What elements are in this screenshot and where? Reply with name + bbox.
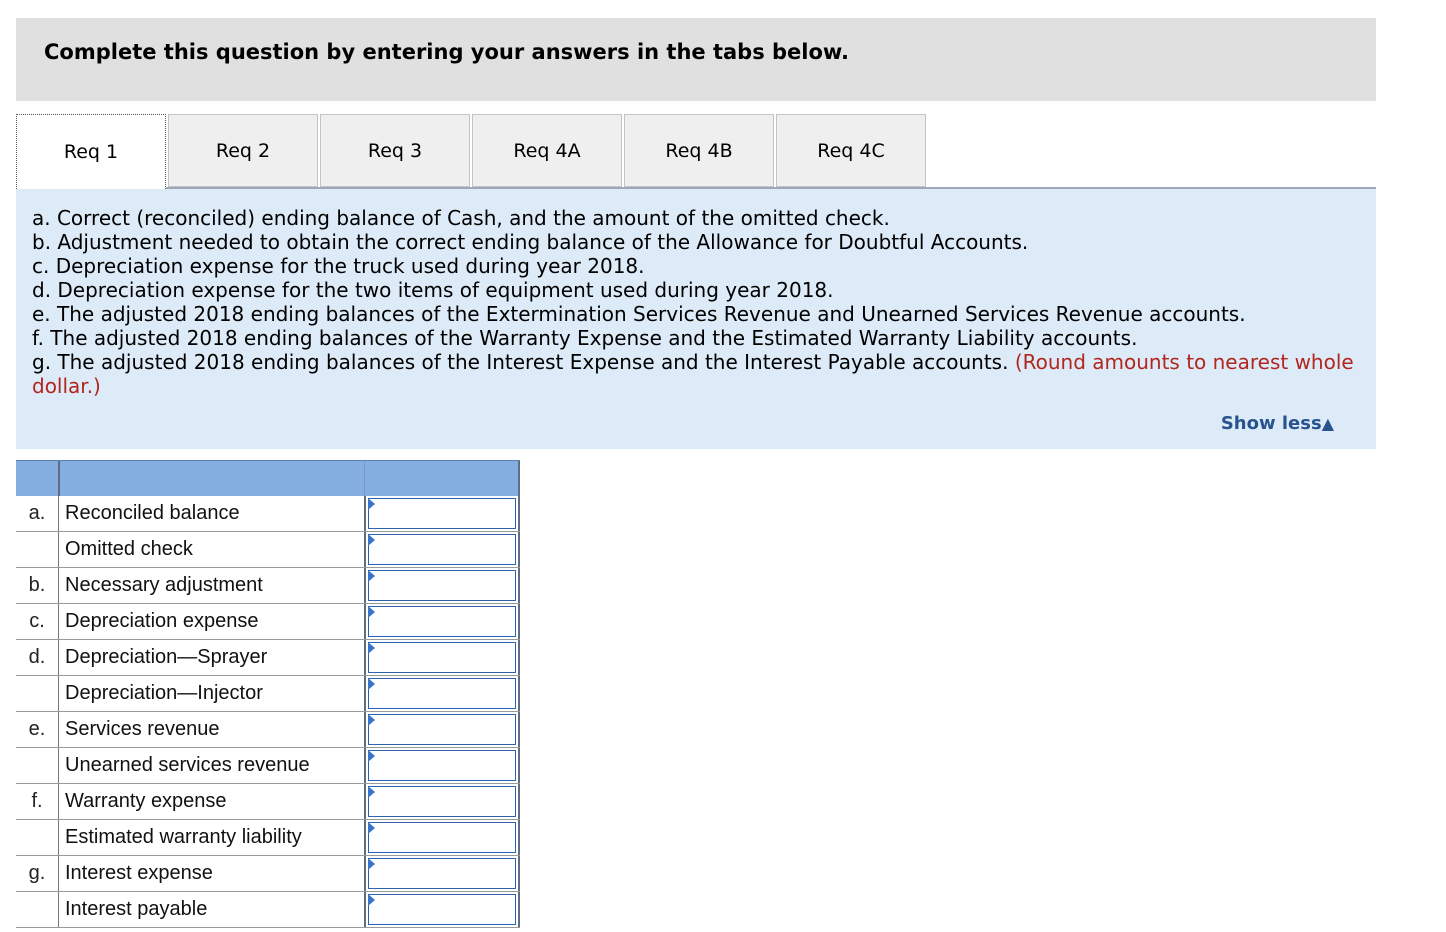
answer-cell [364,676,520,711]
answer-input[interactable] [368,534,516,565]
triangle-up-icon: ▲ [1321,414,1334,433]
row-letter [16,748,58,783]
answer-cell [364,712,520,747]
answer-input[interactable] [368,714,516,745]
table-row [16,892,520,928]
tab-bar [16,114,1376,189]
answer-cell [364,892,520,927]
table-row [16,496,520,532]
row-label: Unearned services revenue [58,748,364,783]
instruction-e: e. The adjusted 2018 ending balances of the Extermination Services Revenue and Unearned Services Revenue accounts. [32,302,1246,326]
instruction-f: f. The adjusted 2018 ending balances of the Warranty Expense and the Estimated Warranty Liability accounts. [32,326,1138,350]
answer-input[interactable] [368,894,516,925]
row-letter: f. [31,790,43,812]
answer-input[interactable] [368,858,516,889]
instruction-d: d. Depreciation expense for the two items of equipment used during year 2018. [32,278,834,302]
header-title: Complete this question by entering your answers in the tabs below. [44,40,849,64]
question-header [16,18,1376,101]
instruction-g-text: g. The adjusted 2018 ending balances of the Interest Expense and the Interest Payable accounts. [32,350,1009,374]
row-letter: e. [28,718,46,740]
rounding-note: (Round amounts to nearest whole dollar.) [32,350,1354,398]
answer-cell [364,496,520,531]
tab-req-4c[interactable]: Req 4C [776,114,926,187]
answer-cell [364,856,520,891]
row-label: Reconciled balance [58,496,364,531]
show-less-label: Show less [1220,413,1322,434]
row-label: Interest expense [58,856,364,891]
tab-req-4b[interactable]: Req 4B [624,114,774,187]
row-label: Depreciation—Injector [58,676,364,711]
row-label: Necessary adjustment [58,568,364,603]
table-row [16,748,520,784]
answer-input[interactable] [368,822,516,853]
instruction-g [32,350,1362,398]
header-edge [518,461,520,496]
row-label: Warranty expense [58,784,364,819]
answer-input[interactable] [368,606,516,637]
row-letter [16,676,58,711]
row-letter [16,820,58,855]
table-row [16,820,520,856]
answer-cell [364,784,520,819]
answer-cell [364,604,520,639]
instruction-a: a. Correct (reconciled) ending balance of Cash, and the amount of the omitted check. [32,206,890,230]
answer-input[interactable] [368,678,516,709]
tab-req-2[interactable]: Req 2 [168,114,318,187]
row-letter [16,532,58,567]
answer-input[interactable] [368,786,516,817]
answer-cell [364,640,520,675]
instruction-c: c. Depreciation expense for the truck used during year 2018. [32,254,645,278]
answer-cell [364,568,520,603]
row-label: Depreciation expense [58,604,364,639]
row-letter [16,892,58,927]
table-row [16,568,520,604]
header-divider-2 [364,461,365,496]
answer-cell [364,820,520,855]
table-row [16,712,520,748]
answer-input[interactable] [368,642,516,673]
table-row [16,532,520,568]
table-row [16,604,520,640]
instruction-b: b. Adjustment needed to obtain the correct ending balance of the Allowance for Doubtful Accounts. [32,230,1029,254]
show-less-link[interactable] [1221,413,1334,434]
header-divider [58,461,60,496]
row-label: Estimated warranty liability [58,820,364,855]
table-body [16,496,520,928]
row-label: Services revenue [58,712,364,747]
row-label: Omitted check [58,532,364,567]
answer-cell [364,532,520,567]
row-letter: d. [28,646,46,668]
answer-input[interactable] [368,570,516,601]
answer-input[interactable] [368,498,516,529]
tab-req-1[interactable]: Req 1 [16,114,166,189]
row-label: Interest payable [58,892,364,927]
instructions-text [32,206,1362,398]
answer-input[interactable] [368,750,516,781]
row-label: Depreciation—Sprayer [58,640,364,675]
answer-table [16,460,520,928]
table-header [16,460,520,496]
row-letter: a. [28,502,46,524]
instructions-panel [16,189,1376,449]
table-row [16,784,520,820]
table-row [16,856,520,892]
row-letter: g. [28,862,46,884]
table-row [16,676,520,712]
tab-req-3[interactable]: Req 3 [320,114,470,187]
row-letter: c. [29,610,45,632]
tab-req-4a[interactable]: Req 4A [472,114,622,187]
answer-cell [364,748,520,783]
table-row [16,640,520,676]
row-letter: b. [28,574,46,596]
